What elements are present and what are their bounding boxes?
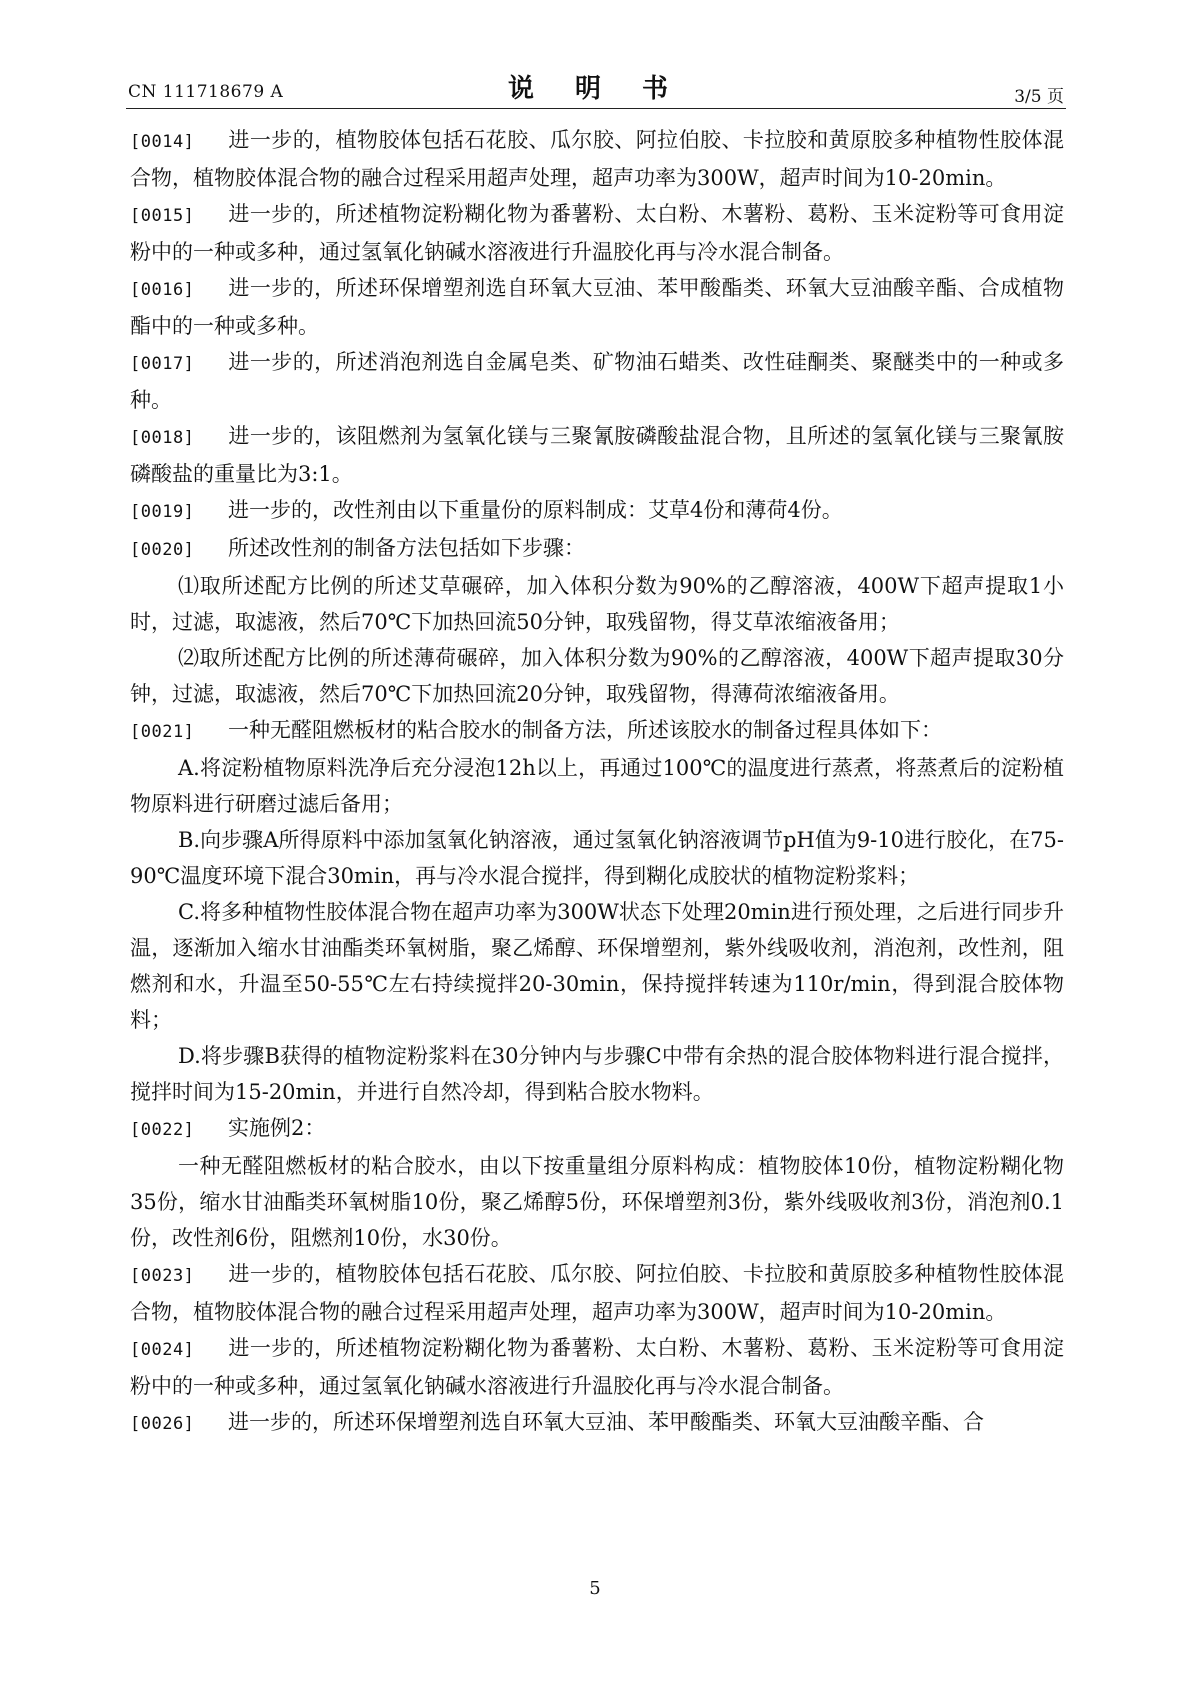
paragraph-text: 一种无醛阻燃板材的粘合胶水的制备方法，所述该胶水的制备过程具体如下： — [228, 718, 942, 742]
paragraph-text: 进一步的，植物胶体包括石花胶、瓜尔胶、阿拉伯胶、卡拉胶和黄原胶多种植物性胶体混合物，植物胶体混合物的融合过程采用超声处理，超声功率为300W，超声时间为10-20min。 — [130, 128, 1064, 190]
paragraph-text: A.将淀粉植物原料洗净后充分浸泡12h以上，再通过100℃的温度进行蒸煮，将蒸煮后的淀粉植物原料进行研磨过滤后备用； — [130, 756, 1064, 816]
page-number: 5 — [589, 1578, 601, 1599]
paragraph — [130, 822, 1064, 894]
paragraph — [130, 640, 1064, 712]
paragraph-number: [0023] — [130, 1266, 195, 1286]
paragraph-number: [0018] — [130, 428, 195, 448]
paragraph-text: ⑴取所述配方比例的所述艾草碾碎，加入体积分数为90%的乙醇溶液，400W下超声提取1小时，过滤，取滤液，然后70℃下加热回流50分钟，取残留物，得艾草浓缩液备用； — [130, 574, 1064, 634]
paragraph — [130, 418, 1064, 492]
paragraph — [130, 1404, 1064, 1442]
paragraph-text: 进一步的，该阻燃剂为氢氧化镁与三聚氰胺磷酸盐混合物，且所述的氢氧化镁与三聚氰胺磷酸盐的重量比为3:1。 — [130, 424, 1064, 486]
paragraph — [130, 1038, 1064, 1110]
paragraph-number: [0016] — [130, 280, 195, 300]
document-body — [130, 122, 1064, 1442]
paragraph-text: 进一步的，所述植物淀粉糊化物为番薯粉、太白粉、木薯粉、葛粉、玉米淀粉等可食用淀粉中的一种或多种，通过氢氧化钠碱水溶液进行升温胶化再与冷水混合制备。 — [130, 202, 1064, 264]
paragraph-text: 进一步的，改性剂由以下重量份的原料制成：艾草4份和薄荷4份。 — [228, 498, 843, 522]
paragraph — [130, 1110, 1064, 1148]
paragraph-number: [0014] — [130, 132, 195, 152]
paragraph-number: [0017] — [130, 354, 195, 374]
paragraph — [130, 344, 1064, 418]
paragraph — [130, 492, 1064, 530]
paragraph-text: 进一步的，所述植物淀粉糊化物为番薯粉、太白粉、木薯粉、葛粉、玉米淀粉等可食用淀粉中的一种或多种，通过氢氧化钠碱水溶液进行升温胶化再与冷水混合制备。 — [130, 1336, 1064, 1398]
paragraph-text: C.将多种植物性胶体混合物在超声功率为300W状态下处理20min进行预处理，之后进行同步升温，逐渐加入缩水甘油酯类环氧树脂，聚乙烯醇、环保增塑剂，紫外线吸收剂，消泡剂，改性剂，阻燃剂和水，升温至50-55℃左右持续搅拌20-30min，保持搅拌转速为110r/min，得到混合胶体物料； — [130, 900, 1064, 1032]
paragraph-text: 进一步的，所述消泡剂选自金属皂类、矿物油石蜡类、改性硅酮类、聚醚类中的一种或多种。 — [130, 350, 1064, 412]
paragraph-text: 实施例2： — [228, 1116, 326, 1140]
paragraph-number: [0019] — [130, 502, 195, 522]
paragraph-text: D.将步骤B获得的植物淀粉浆料在30分钟内与步骤C中带有余热的混合胶体物料进行混合搅拌，搅拌时间为15-20min，并进行自然冷却，得到粘合胶水物料。 — [130, 1044, 1064, 1104]
paragraph-number: [0026] — [130, 1414, 195, 1434]
paragraph-text: 进一步的，植物胶体包括石花胶、瓜尔胶、阿拉伯胶、卡拉胶和黄原胶多种植物性胶体混合物，植物胶体混合物的融合过程采用超声处理，超声功率为300W，超声时间为10-20min。 — [130, 1262, 1064, 1324]
paragraph-number: [0022] — [130, 1120, 195, 1140]
paragraph — [130, 530, 1064, 568]
paragraph — [130, 270, 1064, 344]
paragraph — [130, 568, 1064, 640]
paragraph-number: [0021] — [130, 722, 195, 742]
paragraph-text: B.向步骤A所得原料中添加氢氧化钠溶液，通过氢氧化钠溶液调节pH值为9-10进行胶化，在75-90℃温度环境下混合30min，再与冷水混合搅拌，得到糊化成胶状的植物淀粉浆料； — [130, 828, 1064, 888]
document-title: 说 明 书 — [507, 74, 685, 104]
document-number: CN 111718679 A — [128, 82, 284, 102]
paragraph-text: 所述改性剂的制备方法包括如下步骤： — [228, 536, 585, 560]
paragraph — [130, 1330, 1064, 1404]
paragraph-text: 一种无醛阻燃板材的粘合胶水，由以下按重量组分原料构成：植物胶体10份，植物淀粉糊化物35份，缩水甘油酯类环氧树脂10份，聚乙烯醇5份，环保增塑剂3份，紫外线吸收剂3份，消泡剂0.1份，改性剂6份，阻燃剂10份，水30份。 — [130, 1154, 1064, 1250]
page-header — [128, 64, 1064, 106]
paragraph-number: [0024] — [130, 1340, 195, 1360]
paragraph — [130, 196, 1064, 270]
paragraph — [130, 122, 1064, 196]
paragraph-text: 进一步的，所述环保增塑剂选自环氧大豆油、苯甲酸酯类、环氧大豆油酸辛酯、合成植物酯中的一种或多种。 — [130, 276, 1064, 338]
paragraph-number: [0020] — [130, 540, 195, 560]
paragraph — [130, 1256, 1064, 1330]
paragraph-text: 进一步的，所述环保增塑剂选自环氧大豆油、苯甲酸酯类、环氧大豆油酸辛酯、合 — [228, 1410, 984, 1434]
paragraph-text: ⑵取所述配方比例的所述薄荷碾碎，加入体积分数为90%的乙醇溶液，400W下超声提取30分钟，过滤，取滤液，然后70℃下加热回流20分钟，取残留物，得薄荷浓缩液备用。 — [130, 646, 1064, 706]
paragraph — [130, 1148, 1064, 1256]
paragraph — [130, 750, 1064, 822]
paragraph-number: [0015] — [130, 206, 195, 226]
header-divider — [126, 108, 1066, 109]
page-indicator: 3/5 页 — [1014, 87, 1064, 107]
paragraph — [130, 712, 1064, 750]
paragraph — [130, 894, 1064, 1038]
